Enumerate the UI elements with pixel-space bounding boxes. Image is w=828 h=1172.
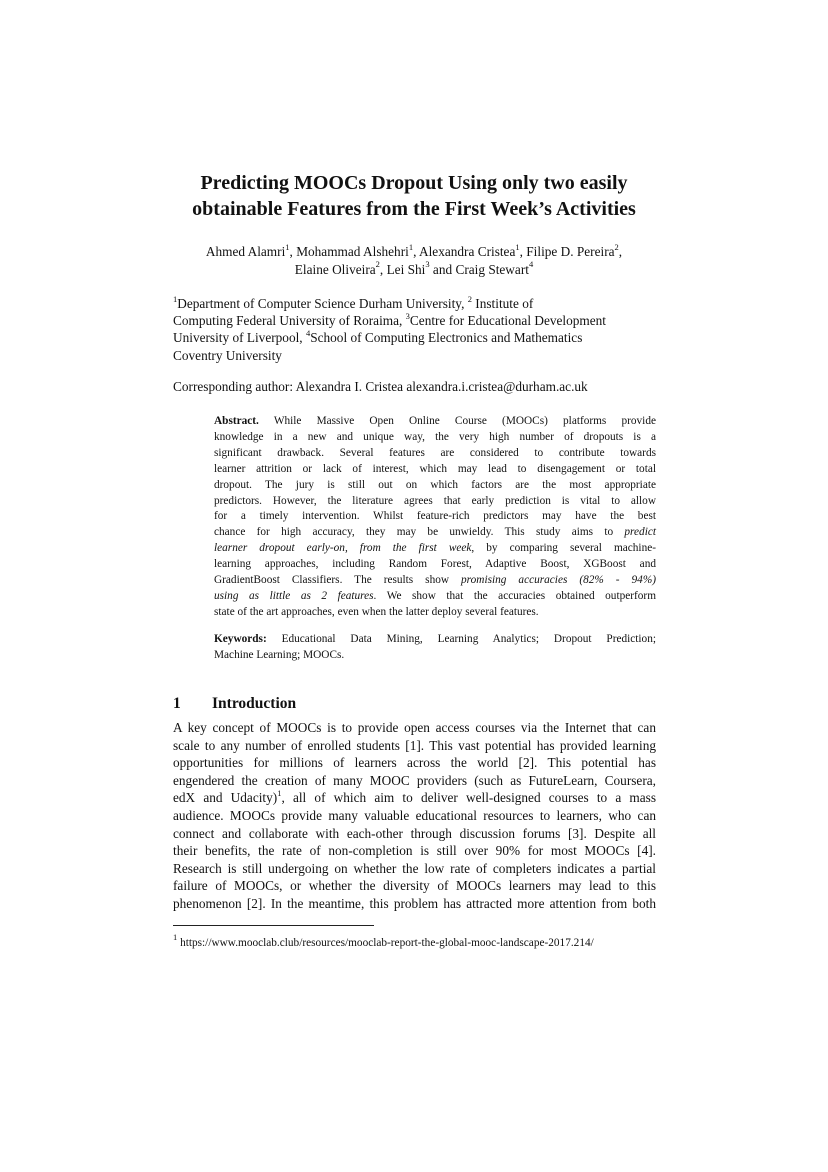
introduction-body <box>173 719 656 913</box>
body-line: engendered the creation of many MOOC providers (such as FutureLearn, Coursera, <box>173 772 656 788</box>
body-line: A key concept of MOOCs is to provide open access courses via the Internet that can <box>173 720 656 735</box>
author-line-1: Ahmed Alamri$^1$, Mohammad Alshehri$^1$, Alexandra Cristea$^1$, Filipe D. Pereira$^2$, <box>205 241 623 259</box>
author-affil-mark: 2 <box>614 241 619 252</box>
body-line: failure of MOOCs, or whether the diversity of MOOCs learners may lead to this <box>173 878 656 894</box>
abstract-emphasis: promising accuracies (82% - 94%) <box>461 574 656 587</box>
section-heading <box>173 694 296 714</box>
author-list <box>0 243 828 278</box>
abstract-line <box>214 589 656 605</box>
affiliation-line <box>173 312 663 329</box>
abstract-label: Abstract. <box>214 415 259 427</box>
author-affil-mark: 4 <box>528 259 534 270</box>
affil-text: School of Computing Electronics and Mathematics <box>310 330 583 346</box>
abstract-line: for a timely intervention. Whilst feature-rich predictors may have the best <box>214 510 656 523</box>
abstract <box>214 414 656 621</box>
author-line-2: Elaine Oliveira$^2$, Lei Shi$^3$ and Craig Stewart$^4$ <box>294 259 534 277</box>
section-title: Introduction <box>212 695 297 712</box>
abstract-text: , by comparing several machine- <box>471 542 656 555</box>
section-number: 1 <box>173 695 181 712</box>
body-line: connect and collaborate with each-other through discussion forums [3]. Despite all <box>173 825 656 841</box>
abstract-line: learner attrition or lack of interest, which may lead to disengagement or total <box>214 462 656 475</box>
keywords-text: Educational Data Mining, Learning Analytics; Dropout Prediction; <box>266 633 656 645</box>
abstract-line: significant drawback. Several features are considered to contribute towards <box>214 446 656 459</box>
keywords <box>214 632 656 664</box>
abstract-text: . We show that the accuracies obtained outperform <box>373 589 656 602</box>
abstract-line: knowledge in a new and unique way, the very high number of dropouts is a <box>214 430 656 443</box>
keywords-line: Machine Learning; MOOCs. <box>214 648 345 661</box>
affiliation-line <box>173 347 663 364</box>
author-affil-mark: 1 <box>515 241 520 252</box>
title-line-1: Predicting MOOCs Dropout Using only two easily <box>200 172 628 194</box>
affiliation-line <box>173 329 663 346</box>
author-affil-mark: 2 <box>375 259 380 270</box>
author-name: Elaine Oliveira <box>294 261 376 277</box>
author-name: Ahmed Alamri <box>205 244 286 259</box>
abstract-emphasis: learner dropout early-on, from the first week <box>214 542 472 555</box>
body-line: Research is still undergoing on whether the low rate of completers indicates a partial <box>173 860 656 876</box>
abstract-line <box>214 541 656 557</box>
author-name: Mohammad Alshehri <box>296 244 409 259</box>
footnote-link[interactable]: https://www.mooclab.club/resources/mooclab-report-the-global-mooc-landscape-2017.214/ <box>177 937 594 949</box>
abstract-line <box>214 525 656 541</box>
footnote <box>173 932 594 950</box>
abstract-line: dropout. The jury is still out on which factors are the most appropriate <box>214 478 656 491</box>
abstract-text: GradientBoost Classifiers. The results show <box>214 574 462 587</box>
body-text: , all of which aim to deliver well-designed courses to a mass <box>281 790 656 806</box>
affil-text: Institute of <box>471 296 534 311</box>
affil-text: University of Liverpool, <box>173 330 306 346</box>
abstract-text: While Massive Open Online Course (MOOCs) platforms provide <box>258 415 656 427</box>
body-line: audience. MOOCs provide many valuable educational resources to learners, who can <box>173 807 656 823</box>
keywords-label: Keywords: <box>214 633 267 645</box>
author-affil-mark: 3 <box>425 259 430 270</box>
author-affil-mark: 1 <box>408 241 414 252</box>
author-name: Craig Stewart <box>455 261 529 277</box>
title-line-2: obtainable Features from the First Week’s Activities <box>192 198 636 220</box>
body-text: edX and Udacity) <box>173 790 278 806</box>
affil-text: Computing Federal University of Roraima, <box>173 313 406 329</box>
corresponding-author: Corresponding author: Alexandra I. Cristea alexandra.i.cristea@durham.ac.uk <box>173 379 588 394</box>
author-affil-mark: 1 <box>285 241 290 252</box>
abstract-text: chance for high accuracy, they may be unwieldy. This study aims to <box>214 526 625 539</box>
abstract-emphasis: using as little as 2 features <box>214 589 374 602</box>
abstract-emphasis: predict <box>624 526 656 539</box>
affil-text: Coventry University <box>173 347 282 363</box>
footnote-ref: 1 <box>277 787 282 798</box>
affil-text: Department of Computer Science Durham University, <box>177 296 468 311</box>
abstract-line <box>214 573 656 589</box>
author-name: Alexandra Cristea <box>419 244 516 259</box>
affil-text: Centre for Educational Development <box>409 313 606 329</box>
body-line: opportunities for millions of learners across the world [2]. This potential has <box>173 755 656 771</box>
body-line <box>173 789 656 807</box>
affil-mark: 1 <box>173 293 178 304</box>
keywords-line <box>214 632 656 648</box>
abstract-line: predictors. However, the literature agrees that early prediction is vital to allow <box>214 494 656 507</box>
body-line: their benefits, the rate of non-completion is still over 90% for most MOOCs [4]. <box>173 843 656 859</box>
abstract-line: state of the art approaches, even when the latter deploy several features. <box>214 605 539 618</box>
author-name: Lei Shi <box>386 261 426 277</box>
author-name: Filipe D. Pereira <box>526 244 615 259</box>
affil-mark: 4 <box>305 327 311 338</box>
footnote-separator <box>173 925 374 926</box>
affil-mark: 2 <box>467 293 472 304</box>
paper-title <box>0 170 828 222</box>
abstract-line: learning approaches, including Random Forest, Adaptive Boost, XGBoost and <box>214 558 656 571</box>
affil-mark: 3 <box>405 310 410 321</box>
body-line: phenomenon [2]. In the meantime, this problem has attracted more attention from both <box>173 895 656 911</box>
affiliation-line <box>173 295 663 312</box>
body-line: scale to any number of enrolled students [1]. This vast potential has provided learning <box>173 737 656 753</box>
abstract-line <box>214 414 656 430</box>
affiliations <box>173 295 663 364</box>
footnote-mark: 1 <box>173 932 178 943</box>
